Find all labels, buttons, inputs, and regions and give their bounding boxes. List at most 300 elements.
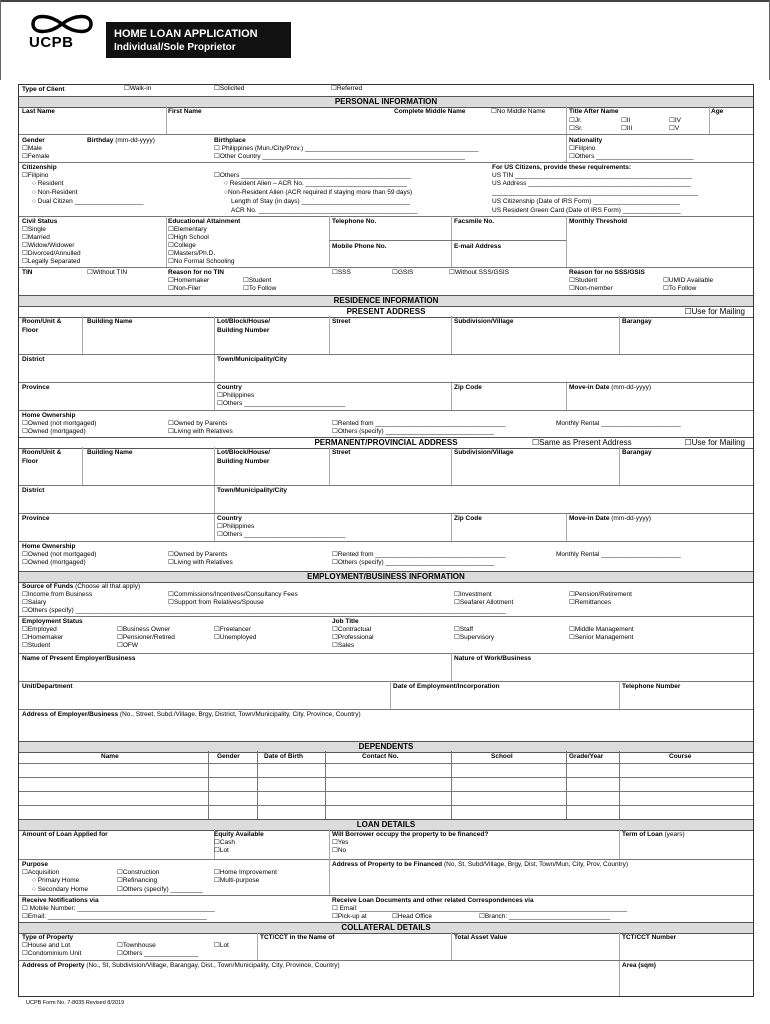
- sss-label: SSS: [337, 269, 351, 276]
- permanent-movein-title: Move-in Date: [569, 515, 610, 522]
- income-business-checkbox[interactable]: ☐Income from Business: [22, 591, 93, 598]
- masters-label: Masters/Ph.D.: [173, 250, 216, 257]
- permanent-philippines-label: Philippines: [222, 523, 255, 530]
- collateral-address-title: Address of Property: [22, 962, 85, 969]
- reason-no-tin-label: Reason for no TIN: [168, 269, 224, 276]
- property-address-note: (No, St, Subd/Village, Brgy, Dist, Town/Mun, City, Prov, Country): [443, 861, 628, 868]
- permanent-building-no-text: Building Number: [217, 457, 270, 465]
- property-address-label: [332, 861, 628, 870]
- v-checkbox[interactable]: ☐V: [669, 125, 680, 132]
- dep-grade-header: Grade/Year: [569, 753, 604, 760]
- present-province-label: Province: [22, 384, 50, 391]
- employment-info-header: EMPLOYMENT/BUSINESS INFORMATION: [19, 571, 753, 583]
- gsis-checkbox[interactable]: ☐GSIS: [392, 269, 414, 276]
- education-label: Educational Attainment: [168, 218, 241, 225]
- middle-name-label: Complete Middle Name: [394, 108, 466, 115]
- student-tin-checkbox[interactable]: ☐Student: [243, 277, 272, 284]
- permanent-rented-label: Rented from ____________________________________: [337, 551, 506, 558]
- present-movein-title: Move-in Date: [569, 384, 610, 391]
- present-room-text: Room/Unit &: [22, 318, 62, 325]
- reason-no-sss-label: Reason for no SSS/GSIS: [569, 269, 645, 276]
- ii-label: II: [626, 117, 631, 124]
- high-school-label: High School: [173, 234, 209, 241]
- separated-label: Legally Separated: [27, 258, 81, 265]
- personal-info-header: PERSONAL INFORMATION: [19, 96, 753, 108]
- gender-label: Gender: [22, 137, 45, 144]
- occupy-yes-label: Yes: [337, 839, 349, 846]
- elementary-checkbox[interactable]: ☐Elementary: [168, 226, 207, 233]
- sss-to-follow-checkbox[interactable]: ☐To Follow: [663, 285, 697, 292]
- top-rule: [0, 0, 770, 2]
- employer-address-note: (No., Street, Subd./Village, Brgy, District, Town/Municipality, City, Province, Country): [119, 711, 361, 718]
- occupy-no-checkbox[interactable]: ☐No: [332, 847, 347, 854]
- pension-checkbox[interactable]: ☐Pension/Retirement: [569, 591, 632, 598]
- college-label: College: [173, 242, 196, 249]
- length-of-stay-field[interactable]: Length of Stay (in days) ______________________________: [231, 198, 410, 205]
- middle-management-checkbox[interactable]: ☐Middle Management: [569, 626, 634, 633]
- refinancing-checkbox[interactable]: ☐Refinancing: [117, 877, 158, 884]
- condo-label: Condominium Unit: [27, 950, 82, 957]
- sales-checkbox[interactable]: ☐Sales: [332, 642, 355, 649]
- collateral-lot-label: Lot: [219, 942, 229, 949]
- logo-mark-icon: [29, 12, 95, 36]
- no-middle-name-checkbox[interactable]: ☐No Middle Name: [491, 108, 546, 115]
- present-owned-nm-label: Owned (not mortgaged): [27, 420, 97, 427]
- non-resident-radio[interactable]: ○ Non-Resident: [32, 189, 78, 196]
- present-others-spec-label: Others (specify) ______________________________: [337, 428, 494, 435]
- head-office-label: Head Office: [397, 913, 433, 920]
- present-use-mailing-label: Use for Mailing: [691, 307, 745, 316]
- permanent-lot-label: [217, 449, 270, 466]
- tin-to-follow-label: To Follow: [248, 285, 277, 292]
- present-owned-parents-checkbox[interactable]: ☐Owned by Parents: [168, 420, 228, 427]
- student-sss-checkbox[interactable]: ☐Student: [569, 277, 598, 284]
- first-name-label: First Name: [168, 108, 202, 115]
- branch-label: Branch: ____________________________: [484, 913, 611, 920]
- present-district-label: District: [22, 356, 45, 363]
- referred-label: Referred: [336, 85, 363, 92]
- acquisition-checkbox[interactable]: ☐Acquisition: [22, 869, 60, 876]
- birthplace-philippines-checkbox[interactable]: ☐ Philippines (Mun./City/Prov.) ________________________________________________: [214, 145, 479, 152]
- pickup-checkbox[interactable]: ☐Pick-up at: [332, 913, 367, 920]
- pensioner-checkbox[interactable]: ☐Pensioner/Retired: [117, 634, 175, 641]
- sr-label: Sr.: [574, 125, 583, 132]
- referred-checkbox[interactable]: ☐Referred: [331, 85, 363, 92]
- permanent-country-label: Country: [217, 515, 242, 522]
- us-address-field[interactable]: US Address _____________________________________________: [492, 180, 691, 187]
- branch-checkbox[interactable]: ☐Branch: ____________________________: [479, 913, 611, 920]
- construction-checkbox[interactable]: ☐Construction: [117, 869, 160, 876]
- supervisory-label: Supervisory: [459, 634, 495, 641]
- present-others-spec-checkbox[interactable]: ☐Others (specify) ______________________________: [332, 428, 494, 435]
- present-rented-checkbox[interactable]: ☐Rented from ____________________________________: [332, 420, 506, 427]
- term-title: Term of Loan: [622, 831, 663, 838]
- present-living-relatives-checkbox[interactable]: ☐Living with Relatives: [168, 428, 233, 435]
- tct-name-label: TCT/CCT in the Name of: [260, 934, 335, 941]
- type-of-client-label: Type of Client: [22, 86, 65, 93]
- nationality-filipino-checkbox[interactable]: ☐Filipino: [569, 145, 596, 152]
- permanent-owned-m-checkbox[interactable]: ☐Owned (mortgaged): [22, 559, 86, 566]
- permanent-owned-parents-checkbox[interactable]: ☐Owned by Parents: [168, 551, 228, 558]
- permanent-address-header: [19, 437, 753, 449]
- supervisory-checkbox[interactable]: ☐Supervisory: [454, 634, 495, 641]
- resident-radio[interactable]: ○ Resident: [32, 180, 64, 187]
- us-citizenship-irs-field[interactable]: US Citizenship (Date of IRS Form) ________________________: [492, 198, 680, 205]
- without-tin-checkbox[interactable]: ☐Without TIN: [87, 269, 128, 276]
- employer-address-title: Address of Employer/Business: [22, 711, 119, 718]
- investment-label: Investment: [459, 591, 492, 598]
- walk-in-label: Walk-in: [129, 85, 152, 92]
- age-label: Age: [711, 108, 724, 115]
- primary-home-radio[interactable]: ○ Primary Home: [32, 877, 80, 884]
- employer-name-label: Name of Present Employer/Business: [22, 655, 136, 662]
- residence-info-header: RESIDENCE INFORMATION: [19, 295, 753, 307]
- logo-text: UCPB: [29, 34, 74, 51]
- resident-alien-label: Resident Alien – ACR No. ____________________________: [229, 180, 407, 187]
- occupy-no-label: No: [337, 847, 347, 854]
- present-owned-m-label: Owned (mortgaged): [27, 428, 86, 435]
- multi-purpose-checkbox[interactable]: ☐Multi-purpose: [214, 877, 260, 884]
- notify-email-checkbox[interactable]: ☐Email: ____________________________________________: [22, 913, 207, 920]
- permanent-living-relatives-checkbox[interactable]: ☐Living with Relatives: [168, 559, 233, 566]
- same-as-present-checkbox[interactable]: ☐Same as Present Address: [532, 438, 632, 447]
- dual-citizen-label: Dual Citizen ___________________: [37, 198, 144, 205]
- gsis-label: GSIS: [397, 269, 414, 276]
- permanent-ownership-label: Home Ownership: [22, 543, 76, 550]
- resident-alien-radio[interactable]: ○ Resident Alien – ACR No. ____________________________: [224, 180, 407, 187]
- senior-management-checkbox[interactable]: ☐Senior Management: [569, 634, 634, 641]
- unemployed-checkbox[interactable]: ☐Unemployed: [214, 634, 257, 641]
- iii-checkbox[interactable]: ☐III: [621, 125, 633, 132]
- head-office-checkbox[interactable]: ☐Head Office: [392, 913, 433, 920]
- dependents-row[interactable]: [19, 777, 753, 778]
- present-owned-parents-label: Owned by Parents: [173, 420, 228, 427]
- remittances-checkbox[interactable]: ☐Remittances: [569, 599, 611, 606]
- salary-checkbox[interactable]: ☐Salary: [22, 599, 47, 606]
- widow-label: Widow/Widower: [27, 242, 75, 249]
- professional-label: Professional: [337, 634, 374, 641]
- home-improvement-label: Home Improvement: [219, 869, 277, 876]
- birthplace-other-label: Other Country ________________________________________________________: [219, 153, 465, 160]
- permanent-room-text: Room/Unit &: [22, 449, 62, 456]
- permanent-others-checkbox[interactable]: ☐Others ____________________________: [217, 531, 346, 538]
- sss-checkbox[interactable]: ☐SSS: [332, 269, 351, 276]
- permanent-others-spec-checkbox[interactable]: ☐Others (specify) ______________________________: [332, 559, 494, 566]
- term-unit: (years): [664, 831, 685, 838]
- iv-checkbox[interactable]: ☐IV: [669, 117, 681, 124]
- title-box: [106, 22, 291, 58]
- citizenship-others-label: Others _______________________________________________: [219, 172, 412, 179]
- present-others-label: Others ____________________________: [222, 400, 346, 407]
- equity-cash-checkbox[interactable]: ☐Cash: [214, 839, 236, 846]
- us-citizens-heading: For US Citizens, provide these requirements:: [492, 164, 632, 171]
- notify-mobile-checkbox[interactable]: ☐ Mobile Number: ______________________________________: [22, 905, 215, 912]
- permanent-owned-nm-label: Owned (not mortgaged): [27, 551, 97, 558]
- receive-docs-label: Receive Loan Documents and other related Correspondences via: [332, 897, 534, 904]
- notify-mobile-label: Mobile Number: ______________________________________: [29, 905, 215, 912]
- equity-label: Equity Available: [214, 831, 264, 838]
- solicited-checkbox[interactable]: ☐Solicited: [214, 85, 245, 92]
- notify-email-label: Email: ____________________________________________: [27, 913, 207, 920]
- term-label: [622, 831, 685, 840]
- without-tin-label: Without TIN: [92, 269, 128, 276]
- property-type-label: Type of Property: [22, 934, 74, 941]
- walk-in-checkbox[interactable]: ☐Walk-in: [124, 85, 152, 92]
- permanent-zip-label: Zip Code: [454, 515, 482, 522]
- citizenship-filipino-label: Filipino: [27, 172, 49, 179]
- no-middle-name-label: No Middle Name: [496, 108, 546, 115]
- female-checkbox[interactable]: ☐Female: [22, 153, 50, 160]
- sales-label: Sales: [337, 642, 355, 649]
- emp-homemaker-checkbox[interactable]: ☐Homemaker: [22, 634, 64, 641]
- permanent-monthly-rental-field[interactable]: Monthly Rental ______________________: [556, 551, 681, 558]
- non-resident-alien-label: Non-Resident Alien (ACR required if staying more than 59 days): [227, 189, 413, 196]
- funds-others-checkbox[interactable]: ☐Others (specify) _______________________________________________________________________________________________________________________: [22, 607, 506, 614]
- present-movein-label: [569, 384, 651, 393]
- permanent-others-label: Others ____________________________: [222, 531, 346, 538]
- pensioner-label: Pensioner/Retired: [122, 634, 175, 641]
- student-tin-label: Student: [248, 277, 272, 284]
- solicited-label: Solicited: [219, 85, 245, 92]
- tct-number-label: TCT/CCT Number: [622, 934, 677, 941]
- loan-amount-label: Amount of Loan Applied for: [22, 831, 108, 838]
- no-schooling-checkbox[interactable]: ☐No Formal Schooling: [168, 258, 235, 265]
- middle-management-label: Middle Management: [574, 626, 634, 633]
- present-address-header: [19, 306, 753, 318]
- collateral-address-note: (No., St, Subdivision/Village, Barangay, Dist., Town/Municipality, City, Province, Country): [86, 962, 340, 969]
- dual-citizen-radio[interactable]: ○ Dual Citizen ___________________: [32, 198, 144, 205]
- present-lot-label: [217, 318, 270, 335]
- loan-details-header: LOAN DETAILS: [19, 819, 753, 831]
- single-label: Single: [27, 226, 46, 233]
- support-relatives-checkbox[interactable]: ☐Support from Relatives/Spouse: [168, 599, 264, 606]
- contractual-checkbox[interactable]: ☐Contractual: [332, 626, 372, 633]
- home-improvement-checkbox[interactable]: ☐Home Improvement: [214, 869, 277, 876]
- present-owned-m-checkbox[interactable]: ☐Owned (mortgaged): [22, 428, 86, 435]
- date-employment-label: Date of Employment/Incorporation: [393, 683, 500, 690]
- married-label: Married: [27, 234, 50, 241]
- married-checkbox[interactable]: ☐Married: [22, 234, 50, 241]
- employer-address-label: [22, 711, 361, 720]
- docs-email-checkbox[interactable]: ☐ Email: __________________________________________________________________________: [332, 905, 628, 912]
- permanent-town-label: Town/Municipality/City: [217, 487, 287, 494]
- permanent-owned-m-label: Owned (mortgaged): [27, 559, 86, 566]
- left-edge-line: [0, 0, 1, 80]
- nationality-others-checkbox[interactable]: ☐Others ___________________________: [569, 153, 694, 160]
- citizenship-filipino-checkbox[interactable]: ☐Filipino: [22, 172, 49, 179]
- staff-label: Staff: [459, 626, 474, 633]
- present-monthly-rental-field[interactable]: Monthly Rental ______________________: [556, 420, 681, 427]
- permanent-province-label: Province: [22, 515, 50, 522]
- equity-lot-checkbox[interactable]: ☐Lot: [214, 847, 229, 854]
- collateral-address-label: [22, 962, 340, 971]
- email-label: E-mail Address: [454, 243, 502, 250]
- permanent-owned-parents-label: Owned by Parents: [173, 551, 228, 558]
- permanent-lot-text: Lot/Block/House/: [217, 449, 271, 456]
- non-resident-alien-radio[interactable]: ○Non-Resident Alien (ACR required if staying more than 59 days): [224, 189, 413, 196]
- us-green-card-field[interactable]: US Resident Green Card (Date of IRS Form) ________________: [492, 207, 681, 214]
- dep-name-header: Name: [101, 753, 119, 760]
- purpose-label: Purpose: [22, 861, 49, 868]
- nationality-others-label: Others ___________________________: [574, 153, 694, 160]
- freelancer-checkbox[interactable]: ☐Freelancer: [214, 626, 251, 633]
- tin-label: TIN: [22, 269, 33, 276]
- non-filer-checkbox[interactable]: ☐Non-Filer: [168, 285, 201, 292]
- dependents-row[interactable]: [19, 763, 753, 764]
- permanent-use-mailing-checkbox[interactable]: ☐Use for Mailing: [684, 438, 745, 447]
- professional-checkbox[interactable]: ☐Professional: [332, 634, 374, 641]
- emp-telephone-label: Telephone Number: [622, 683, 681, 690]
- senior-management-label: Senior Management: [574, 634, 634, 641]
- citizenship-others-checkbox[interactable]: ☐Others _______________________________________________: [214, 172, 412, 179]
- secondary-home-label: Secondary Home: [37, 886, 88, 893]
- purpose-others-checkbox[interactable]: ☐Others (specify) _________: [117, 886, 204, 893]
- student-sss-label: Student: [574, 277, 598, 284]
- divorced-checkbox[interactable]: ☐Divorced/Annulled: [22, 250, 81, 257]
- property-address-title: Address of Property to be Financed: [332, 861, 443, 868]
- permanent-floor-text: Floor: [22, 457, 39, 465]
- area-label: Area (sqm): [622, 962, 656, 969]
- present-rented-label: Rented from ____________________________________: [337, 420, 506, 427]
- acr-number-field[interactable]: ACR No. ____________________________________________: [231, 207, 418, 214]
- iv-label: IV: [674, 117, 681, 124]
- present-others-checkbox[interactable]: ☐Others ____________________________: [217, 400, 346, 407]
- sss-to-follow-label: To Follow: [668, 285, 697, 292]
- permanent-philippines-checkbox[interactable]: ☐Philippines: [217, 523, 255, 530]
- primary-home-label: Primary Home: [37, 877, 80, 884]
- employed-checkbox[interactable]: ☐Employed: [22, 626, 57, 633]
- occupy-yes-checkbox[interactable]: ☐Yes: [332, 839, 349, 846]
- divorced-label: Divorced/Annulled: [27, 250, 81, 257]
- collateral-others-checkbox[interactable]: ☐Others _______________: [117, 950, 199, 957]
- present-town-label: Town/Municipality/City: [217, 356, 287, 363]
- permanent-owned-nm-checkbox[interactable]: ☐Owned (not mortgaged): [22, 551, 97, 558]
- present-country-label: Country: [217, 384, 242, 391]
- separated-checkbox[interactable]: ☐Legally Separated: [22, 258, 81, 265]
- single-checkbox[interactable]: ☐Single: [22, 226, 46, 233]
- commissions-checkbox[interactable]: ☐Commissions/Incentives/Consultancy Fees: [168, 591, 298, 598]
- non-resident-label: Non-Resident: [37, 189, 78, 196]
- staff-checkbox[interactable]: ☐Staff: [454, 626, 474, 633]
- equity-lot-label: Lot: [219, 847, 229, 854]
- birthday-label: [87, 137, 155, 146]
- umid-checkbox[interactable]: ☐UMID Available: [663, 277, 714, 284]
- present-building-no-text: Building Number: [217, 326, 270, 334]
- jr-checkbox[interactable]: ☐Jr.: [569, 117, 582, 124]
- form-title: HOME LOAN APPLICATION: [114, 28, 258, 40]
- birthplace-other-checkbox[interactable]: ☐Other Country ________________________________________________________: [214, 153, 465, 160]
- seafarer-checkbox[interactable]: ☐Seafarer Allotment: [454, 599, 514, 606]
- permanent-room-label: [22, 449, 61, 466]
- present-use-mailing-checkbox[interactable]: ☐Use for Mailing: [684, 307, 745, 316]
- townhouse-checkbox[interactable]: ☐Townhouse: [117, 942, 156, 949]
- dep-contact-header: Contact No.: [362, 753, 399, 760]
- present-subdivision-label: Subdivision/Village: [454, 318, 514, 325]
- present-ownership-label: Home Ownership: [22, 412, 76, 419]
- permanent-barangay-label: Barangay: [622, 449, 652, 456]
- umid-label: UMID Available: [668, 277, 714, 284]
- permanent-use-mailing-label: Use for Mailing: [691, 438, 745, 447]
- telephone-label: Telephone No.: [332, 218, 377, 225]
- dep-dob-header: Date of Birth: [264, 753, 303, 760]
- widow-checkbox[interactable]: ☐Widow/Widower: [22, 242, 75, 249]
- facsimile-label: Facsmile No.: [454, 218, 495, 225]
- pickup-label: Pick-up at: [337, 913, 367, 920]
- dependents-row[interactable]: [19, 805, 753, 806]
- permanent-movein-format: (mm-dd-yyyy): [611, 515, 651, 522]
- birthplace-philippines-label: Philippines (Mun./City/Prov.) ________________________________________________: [221, 145, 479, 152]
- nationality-filipino-label: Filipino: [574, 145, 596, 152]
- source-of-funds-note: (Choose all that apply): [75, 583, 141, 590]
- masters-checkbox[interactable]: ☐Masters/Ph.D.: [168, 250, 216, 257]
- collateral-header: COLLATERAL DETAILS: [19, 922, 753, 934]
- present-owned-nm-checkbox[interactable]: ☐Owned (not mortgaged): [22, 420, 97, 427]
- homemaker-tin-checkbox[interactable]: ☐Homemaker: [168, 277, 210, 284]
- emp-homemaker-label: Homemaker: [27, 634, 64, 641]
- present-philippines-checkbox[interactable]: ☐Philippines: [217, 392, 255, 399]
- permanent-living-relatives-label: Living with Relatives: [173, 559, 233, 566]
- high-school-checkbox[interactable]: ☐High School: [168, 234, 209, 241]
- house-lot-checkbox[interactable]: ☐House and Lot: [22, 942, 71, 949]
- present-floor-text: Floor: [22, 326, 39, 334]
- male-checkbox[interactable]: ☐Male: [22, 145, 42, 152]
- birthday-title: Birthday: [87, 137, 114, 144]
- last-name-label: Last Name: [22, 108, 55, 115]
- elementary-label: Elementary: [173, 226, 207, 233]
- remittances-label: Remittances: [574, 599, 611, 606]
- collateral-lot-checkbox[interactable]: ☐Lot: [214, 942, 229, 949]
- jr-label: Jr.: [574, 117, 582, 124]
- ii-checkbox[interactable]: ☐II: [621, 117, 631, 124]
- permanent-rented-checkbox[interactable]: ☐Rented from ____________________________________: [332, 551, 506, 558]
- college-checkbox[interactable]: ☐College: [168, 242, 196, 249]
- employment-status-label: Employment Status: [22, 618, 83, 625]
- tin-to-follow-checkbox[interactable]: ☐To Follow: [243, 285, 277, 292]
- house-lot-label: House and Lot: [27, 942, 71, 949]
- investment-checkbox[interactable]: ☐Investment: [454, 591, 492, 598]
- permanent-building-label: Building Name: [87, 449, 133, 456]
- dep-school-header: School: [491, 753, 513, 760]
- form-number: UCPB Form No. 7-8035 Revised 8/2019: [26, 1000, 125, 1006]
- permanent-district-label: District: [22, 487, 45, 494]
- construction-label: Construction: [122, 869, 160, 876]
- funds-others-label: Others (specify) _______________________________________________________________________________________________________________________: [27, 607, 506, 614]
- dependents-row[interactable]: [19, 791, 753, 792]
- no-schooling-label: No Formal Schooling: [173, 258, 235, 265]
- us-tin-field[interactable]: US TIN _________________________________________________: [492, 172, 693, 179]
- permanent-address-title: PERMANENT/PROVINCIAL ADDRESS: [314, 438, 458, 447]
- non-member-checkbox[interactable]: ☐Non-member: [569, 285, 613, 292]
- secondary-home-radio[interactable]: ○ Secondary Home: [32, 886, 88, 893]
- v-label: V: [674, 125, 680, 132]
- pension-label: Pension/Retirement: [574, 591, 632, 598]
- job-title-label: Job Title: [332, 618, 359, 625]
- homemaker-tin-label: Homemaker: [173, 277, 210, 284]
- citizenship-label: Citizenship: [22, 164, 57, 171]
- present-movein-format: (mm-dd-yyyy): [611, 384, 651, 391]
- us-address-line2[interactable]: _________________________________________________________: [492, 189, 699, 196]
- without-sss-checkbox[interactable]: ☐Without SSS/GSIS: [449, 269, 510, 276]
- condo-checkbox[interactable]: ☐Condominium Unit: [22, 950, 82, 957]
- dependents-header: DEPENDENTS: [19, 741, 753, 753]
- unemployed-label: Unemployed: [219, 634, 257, 641]
- sr-checkbox[interactable]: ☐Sr.: [569, 125, 583, 132]
- permanent-street-label: Street: [332, 449, 351, 456]
- business-owner-checkbox[interactable]: ☐Business Owner: [117, 626, 171, 633]
- ofw-checkbox[interactable]: ☐OFW: [117, 642, 138, 649]
- permanent-others-spec-label: Others (specify) ______________________________: [337, 559, 494, 566]
- emp-student-checkbox[interactable]: ☐Student: [22, 642, 51, 649]
